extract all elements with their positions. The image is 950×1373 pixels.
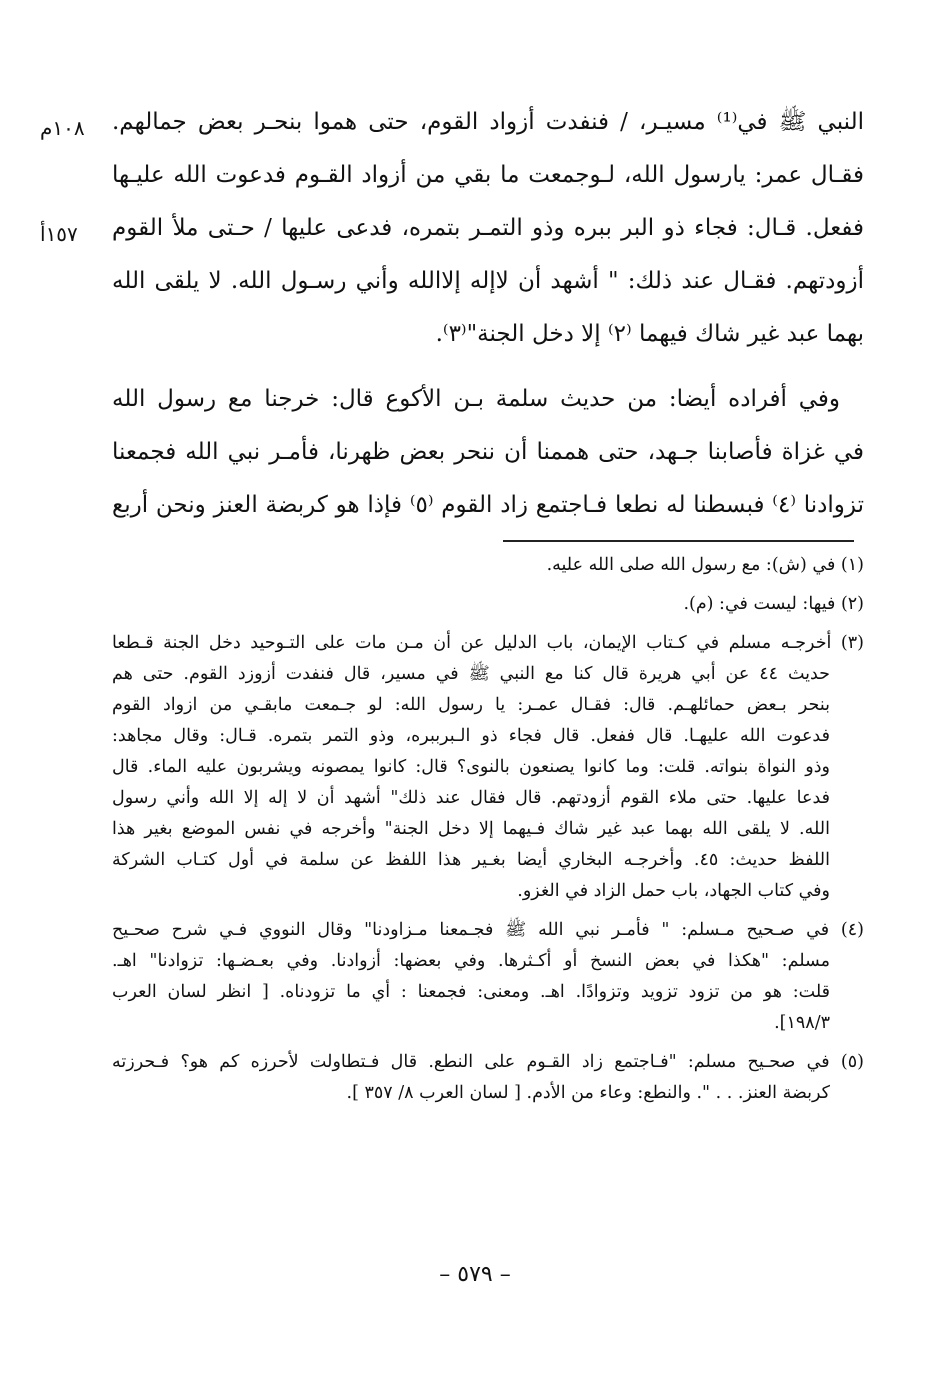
footnote-separator-rule xyxy=(503,540,854,542)
footnote-line: وذو النواة بنواته. قلت: وما كانوا يصنعون بالنوى؟ قال: كانوا يمصونه ويشربون عليه الماء. قال xyxy=(112,757,830,777)
footnote-1: (١) في (ش): مع رسول الله صلى الله عليه. xyxy=(546,555,864,575)
footnote-line: (٤) في صـحيح مـسلم: " فأمـر نبي الله ﷺ فجـمعنا مـزاودنا" وقال النووي فـي شرح صحـيح xyxy=(112,920,864,940)
footnote-line: قلت: هو من تزود تزويد وتزوادًا. اهـ. ومعنى: فجمعنا : أي ما تزودناه. [ انظر لسان العرب xyxy=(112,982,830,1002)
footnote-line: فدعا عليها. حتى ملاء القوم أزودتهم. قال فقال عند ذلك" أشهد أن لا إله إلا الله وأني رسول xyxy=(112,788,830,808)
body-line: تزوادنا ⁽٤⁾ فبسطنا له نطعا فـاجتمع زاد القوم ⁽٥⁾ فإذا هو كربضة العنز ونحن أربع xyxy=(112,492,864,518)
footnote-3 xyxy=(112,628,864,907)
body-line: وفي أفراده أيضا: من حديث سلمة بـن الأكوع قال: خرجنا مع رسول الله xyxy=(112,386,840,412)
page-number: – ٥٧٩ – xyxy=(439,1262,511,1287)
footnote-5 xyxy=(112,1047,864,1109)
footnote-line: بنحر بـعض حمائلهـم. قال: فقـال عمـر: يا رسول الله: لو جـمعت مابقـي من ازواد القوم xyxy=(112,695,830,715)
footnote-line: كربضة العنز. . . ". والنطع: وعاء من الأدم. [ لسان العرب ٨/ ٣٥٧ ]. xyxy=(346,1083,830,1103)
footnote-line: (٣) أخرجـه مسلم في كـتاب الإيمان، باب الدليل عن أن مـن مات على التـوحيد دخل الجنة قـطعا xyxy=(112,633,864,653)
main-body-text xyxy=(112,96,864,532)
body-line: فقـال عمر: يارسول الله، لـوجمعت ما بقي من أزواد القـوم فدعوت الله عليـها xyxy=(112,162,864,188)
body-line: في غزاة فأصابنا جـهد، حتى هممنا أن ننحر بعض ظهرنا، فأمـر نبي الله فجمعنا xyxy=(112,439,864,465)
footnote-4 xyxy=(112,915,864,1039)
body-line: النبي ﷺ في⁽¹⁾ مسيـر، / فنفدت أزواد القوم، حتى هموا بنحـر بعض جمالهم. xyxy=(112,109,864,135)
footnote-line: ١٩٨/٣]. xyxy=(774,1013,830,1033)
footnote-line: فدعوت الله عليهـا. قال ففعل. قال فجاء ذو الـبرببره، وذو التمر بتمره. قـال: وقال مجاهد: xyxy=(112,726,830,746)
footnote-line: مسلم: "هكذا في بعض النسخ أو أكـثرها. وفي بعضها: أزوادنا. وفي بعـضـها: تزوادنا" اهـ. xyxy=(112,951,830,971)
body-line: أزودتهم. فقـال عند ذلك: " أشهد أن لاإله إلاالله وأني رسـول الله. لا يلقى الله xyxy=(112,268,864,294)
margin-folio-reference: ١٠٨م xyxy=(40,116,85,140)
footnote-line: الله. لا يلقى الله بهما عبد غير شاك فـيهما إلا دخل الجنة" وأخرجه في نفس الموضع بغير هذا xyxy=(112,819,830,839)
body-line: ففعل. قـال: فجاء ذو البر ببره وذو التمـر بتمره، فدعى عليها / حـتى ملأ القوم xyxy=(112,215,864,241)
footnote-2: (٢) فيها: ليست في: (م). xyxy=(683,594,864,614)
margin-folio-reference: ١٥٧أ xyxy=(40,222,78,246)
footnotes-section xyxy=(112,550,864,1109)
body-line: بهما عبد غير شاك فيهما ⁽٢⁾ إلا دخل الجنة"⁽٣⁾. xyxy=(435,321,864,347)
footnote-line: (٥) في صحـيح مسلم: "فـاجتمع زاد القـوم على النطع. قال فـتطاولت لأحرزه كم هو؟ فـحرزته xyxy=(112,1052,864,1072)
footnote-line: وفي كتاب الجهاد، باب حمل الزاد في الغزو. xyxy=(517,881,830,901)
footnote-line: اللفظ حديث: ٤٥. وأخرجـه البخاري أيضا بغـير هذا اللفظ عن سلمة في أول كتـاب الشركة xyxy=(112,850,830,870)
footnote-line: حديث ٤٤ عن أبي هريرة قال كنا مع النبي ﷺ في مسير، قال فنفدت أزوزد القوم. حتى هم xyxy=(112,664,831,684)
